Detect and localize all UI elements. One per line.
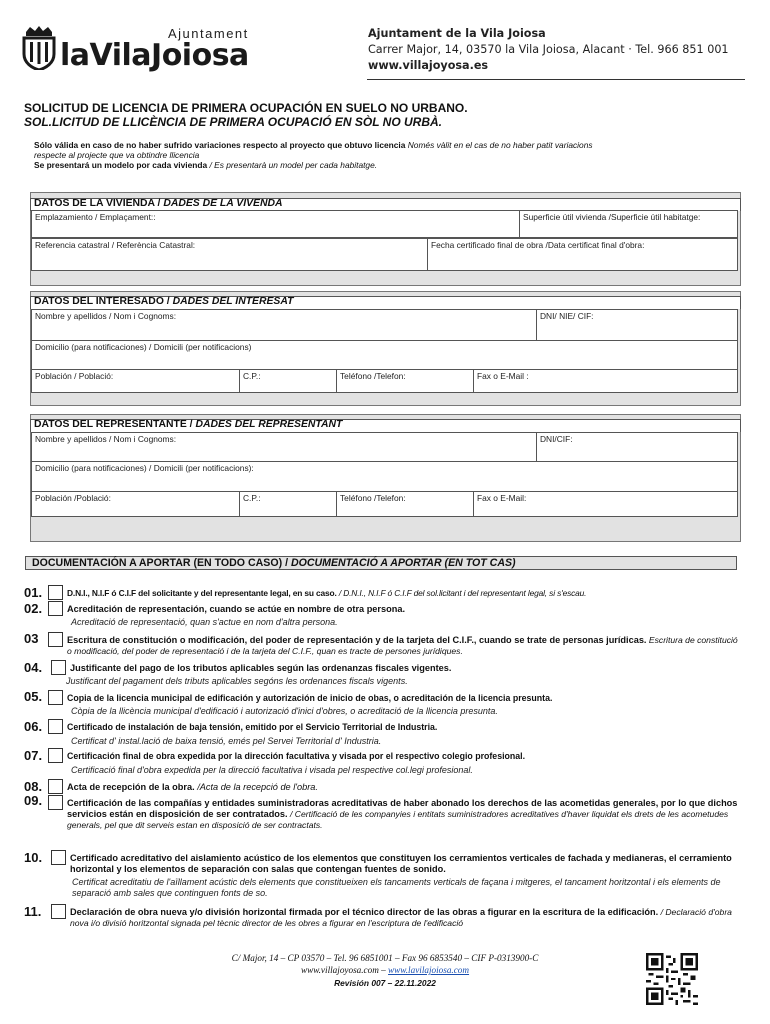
item-03-checkbox[interactable] [48,632,63,647]
item-04-text [70,663,740,674]
vivienda-heading-es: DATOS DE LA VIVIENDA / [34,198,164,209]
item-10-va: Certificat acreditatiu de l'aïllament acústic dels elements que constitueixen els tancaments verticals de façana i mitgeres, el tancament horitzontal i els elements de separació amb sales que continguen fonts de so. [72,877,721,898]
item-02-va: Acreditació de representació, quan s'actue en nom d'altra persona. [71,617,338,627]
item-07-checkbox[interactable] [48,748,63,763]
item-11-text [70,907,740,929]
item-01-va: / D.N.I., N.I.F ó C.I.F del sol.licitant i del representant legal, si s'escau. [336,588,587,598]
representante-nombre-field[interactable]: Nombre y apellidos / Nom i Cognoms: [31,432,537,462]
item-04-es: Justificante del pago de los tributos aplicables según las ordenanzas fiscales vigentes. [70,663,452,673]
representante-telefono-field[interactable]: Teléfono /Telefon: [336,491,474,517]
interesado-heading-va: DADES DEL INTERESAT [172,296,294,307]
note-1-es: Sólo válida en caso de no haber sufrido variaciones respecto al proyecto que obtuvo licencia [34,140,406,150]
item-03-text [67,635,741,657]
logo-wordmark: laVilaJoiosa [60,38,249,73]
emplazamiento-field[interactable]: Emplazamiento / Emplaçament:: [31,210,520,238]
item-04-va: Justificant del pagament dels tributs aplicables segóns les ordenances fiscals vigents. [66,676,408,686]
representante-heading [34,419,342,430]
note-3-es: Se presentará un modelo por cada vivienda [34,160,208,170]
interesado-heading-es: DATOS DEL INTERESADO / [34,296,173,307]
title-va: SOL.LICITUD DE LLICÈNCIA DE PRIMERA OCUPACIÓ EN SÒL NO URBÀ. [24,115,443,129]
footer-website-1: www.villajoyosa.com – [300,965,389,975]
item-number: 08. [24,779,43,794]
item-08-es: Acta de recepción de la obra. [67,782,195,792]
item-02-es: Acreditación de representación, cuando se actúe en nombre de otra persona. [67,604,405,614]
item-10-checkbox[interactable] [51,850,66,865]
header-rule [367,79,745,80]
item-number: 04. [24,660,43,675]
org-name: Ajuntament de la Vila Joiosa [368,27,546,40]
note-1-va: Només vàlit en el cas de no haber patit variacions [407,140,593,150]
item-09-es: Certificación de las compañías y entidades suministradoras acreditativas de haber abonado los derechos de las acometidas generales, por lo que dichos servicios están en disposición de ser contratados. [67,798,738,819]
item-06-va: Certificat d' instal.lació de baixa tensió, emés pel Servei Territorial d' Industria. [71,736,382,746]
item-01-es: D.N.I., N.I.F ó C.I.F del solicitante y del representante legal, en su caso. [67,588,337,598]
item-number: 10. [24,850,43,865]
item-03-va: Escritura de constitució o modificació, del poder de representació i de la tarjeta del C.I.F., quan es tracte de persones jurídiques. [67,635,738,656]
item-09-checkbox[interactable] [48,795,63,810]
item-06-checkbox[interactable] [48,719,63,734]
item-11-va: / Declaració d'obra nova i/o divisió horitzontal signada pel tècnic director de les obres a figurar en l'escriptura de l'edificació [70,907,732,928]
item-number: 01. [24,585,43,600]
interesado-domicilio-field[interactable]: Domicilio (para notificaciones) / Domicili (per notificacions) [31,340,738,370]
item-06-text [67,722,737,733]
item-08-text [67,782,737,793]
notes [34,140,744,170]
representante-poblacion-field[interactable]: Población /Població: [31,491,240,517]
item-08-va: /Acta de la recepció de l'obra. [194,782,318,792]
representante-heading-es: DATOS DEL REPRESENTANTE / [34,419,196,430]
item-number: 05. [24,689,43,704]
referencia-catastral-field[interactable]: Referencia catastral / Referència Catastral: [31,238,428,271]
documentacion-heading-va: DOCUMENTACIÓ A APORTAR (EN TOT CAS) [290,557,516,569]
fecha-certificado-field[interactable]: Fecha certificado final de obra /Data certificat final d'obra: [427,238,738,271]
org-website: www.villajoyosa.es [368,59,489,72]
item-01-text [67,588,747,599]
item-02-checkbox[interactable] [48,601,63,616]
interesado-heading [34,296,293,307]
header-info [368,26,758,74]
item-07-text [67,751,747,762]
qr-code-icon [646,953,698,1005]
representante-cp-field[interactable]: C.P.: [239,491,337,517]
representante-dni-field[interactable]: DNI/CIF: [536,432,738,462]
logo-subtitle: Ajuntament [168,26,249,41]
item-07-es: Certificación final de obra expedida por la dirección facultativa y visada por el respectivo colegio profesional. [67,751,526,761]
logo [22,22,262,80]
footer-websites [135,965,635,975]
interesado-dni-field[interactable]: DNI/ NIE/ CIF: [536,309,738,341]
item-11-checkbox[interactable] [51,904,66,919]
note-3-va: / Es presentarà un model per cada habitatge. [209,160,378,170]
vivienda-heading [34,198,282,209]
interesado-telefono-field[interactable]: Teléfono /Telefon: [336,369,474,393]
item-05-es: Copia de la licencia municipal de edificación y autorización de inicio de obas, o acreditación de la licencia presunta. [67,693,553,703]
item-number: 02. [24,601,43,616]
documentacion-heading-es: DOCUMENTACIÓN A APORTAR (EN TODO CASO) / [32,557,291,569]
footer-website-2-link[interactable]: www.lavilajoiosa.com [388,965,470,975]
representante-fax-field[interactable]: Fax o E-Mail: [473,491,738,517]
item-number: 03 [24,631,39,646]
representante-heading-va: DADES DEL REPRESENTANT [195,419,343,430]
documentacion-heading [25,556,737,570]
interesado-cp-field[interactable]: C.P.: [239,369,337,393]
interesado-poblacion-field[interactable]: Población / Població: [31,369,240,393]
representante-domicilio-field[interactable]: Domicilio (para notificaciones) / Domicili (per notificacions): [31,461,738,492]
item-10-text [70,853,740,875]
interesado-nombre-field[interactable]: Nombre y apellidos / Nom i Cognoms: [31,309,537,341]
org-address: Carrer Major, 14, 03570 la Vila Joiosa, Alacant · Tel. 966 851 001 [368,43,729,56]
item-number: 11. [24,904,42,919]
item-03-es: Escritura de constitución o modificación, del poder de representación y de la tarjeta del C.I.F., cuando se trate de personas jurídicas. [67,635,647,645]
vivienda-heading-va: DADES DE LA VIVENDA [163,198,283,209]
coat-of-arms-icon [22,26,56,70]
item-05-va: Còpia de la llicència municipal d'edificació i autorizació d'inici d'obres, o acreditació de la llicencia presunta. [71,706,498,716]
item-04-checkbox[interactable] [51,660,66,675]
item-number: 06. [24,719,43,734]
item-09-va: / Certificació de les companyies i entitats suministradores acreditatives d'haver liquidat els drets de les acometudes generals, pel que dit serveis estan en disposició de ser contractats. [67,809,729,830]
item-number: 07. [24,748,43,763]
note-2-va: respecte al projecte que va obtindre llicencia [34,150,200,160]
item-09-text [67,798,739,831]
footer-address: C/ Major, 14 – CP 03570 – Tel. 96 6851001 – Fax 96 6853540 – CIF P-0313900-C [231,953,539,963]
item-05-checkbox[interactable] [48,690,63,705]
interesado-fax-field[interactable]: Fax o E-Mail : [473,369,738,393]
footer-revision: Revisión 007 – 22.11.2022 [334,978,436,988]
item-06-es: Certificado de instalación de baja tensión, emitido por el Servicio Territorial de Industria. [67,722,438,732]
item-05-text [67,693,747,704]
superficie-field[interactable]: Superficie útil vivienda /Superficie útil habitatge: [519,210,738,238]
item-11-es: Declaración de obra nueva y/o división horizontal firmada por el técnico director de las obras a figurar en la escritura de la edificación. [70,907,659,917]
item-number: 09. [24,793,43,808]
item-07-va: Certificació final d'obra expedida per la direcció facultativa i visada pel respective col.legi profesional. [71,765,473,775]
item-10-es: Certificado acreditativo del aislamiento acústico de los elementos que constituyen los cerramientos verticales de fachada y medianeras, el cerramiento horizontal y los elementos de separación con salas que contengan fuentes de sonido. [70,853,732,874]
item-02-text [67,604,742,615]
item-01-checkbox[interactable] [48,585,63,600]
title-es: SOLICITUD DE LICENCIA DE PRIMERA OCUPACIÓN EN SUELO NO URBANO. [24,101,468,115]
item-08-checkbox[interactable] [48,779,63,794]
